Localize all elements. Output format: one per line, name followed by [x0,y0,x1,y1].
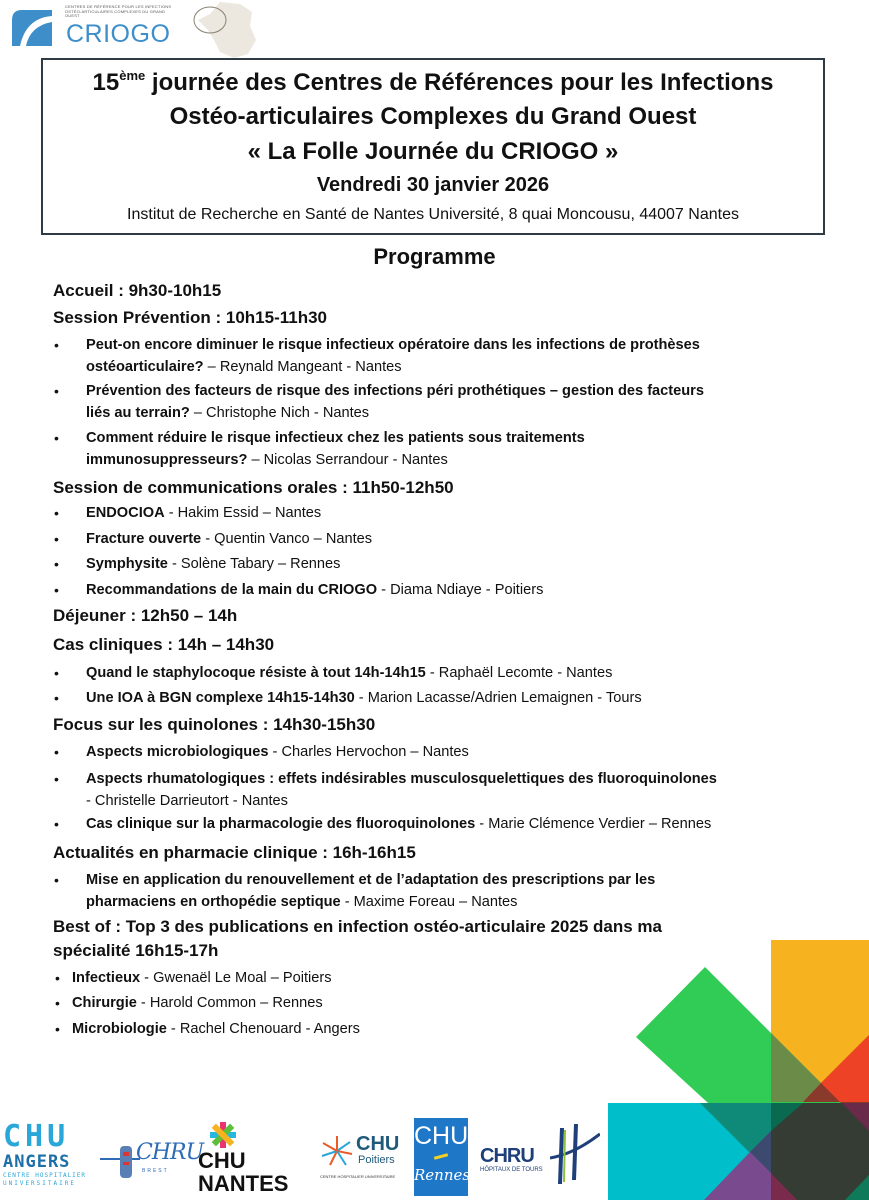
program-item: Quand le staphylocoque résiste à tout 14h-14h15 - Raphaël Lecomte - Nantes [86,665,613,681]
bullet-icon: • [54,383,59,399]
bullet-icon: • [55,995,60,1011]
lighthouse-icon [100,1138,140,1184]
bullet-icon: • [54,556,59,572]
event-title-line3: « La Folle Journée du CRIOGO » [247,138,619,165]
section-title-pharmacie: Actualités en pharmacie clinique : 16h-16h15 [53,843,416,862]
section-title-prevention: Session Prévention : 10h15-11h30 [53,308,328,327]
program-item: Aspects rhumatologiques : effets indésirables musculosquelettiques des fluoroquinolones - Christelle Darrieutort - Nantes [86,771,717,809]
criogo-wordmark: CRIOGO [66,20,171,48]
tours-h-icon [550,1124,600,1184]
event-date: Vendredi 30 janvier 2026 [316,174,550,196]
section-title-communications: Session de communications orales : 11h50-12h50 [53,478,454,497]
bullet-icon: • [54,816,59,832]
event-address: Institut de Recherche en Santé de Nantes Université, 8 quai Moncousu, 44007 Nantes [127,206,739,223]
bullet-icon: • [54,582,59,598]
event-title-line1: 15ème journée des Centres de Références pour les Infections [92,68,774,96]
section-title-accueil: Accueil : 9h30-10h15 [53,281,222,300]
criogo-logo [10,2,170,48]
bullet-icon: • [54,872,59,888]
bullet-icon: • [54,430,59,446]
section-title-quinolones: Focus sur les quinolones : 14h30-15h30 [53,715,376,734]
section-title-dejeuner: Déjeuner : 12h50 – 14h [53,606,238,625]
event-header [41,58,825,235]
section-title-best-of-line2: spécialité 16h15-17h [53,941,219,960]
logo-chu-nantes: CHU NANTES [198,1122,308,1200]
criogo-arc-icon [12,10,52,46]
program-item: Cas clinique sur la pharmacologie des fluoroquinolones - Marie Clémence Verdier – Rennes [86,816,712,832]
bullet-icon: • [55,1021,60,1037]
program-title: Programme [373,244,496,269]
logo-chu-rennes: CHU Rennes [414,1118,468,1196]
logo-chu-angers: CHU ANGERS CENTRE HOSPITALIER UNIVERSITAIRE [3,1119,87,1187]
poitiers-burst-icon [320,1134,354,1168]
program-item: Microbiologie - Rachel Chenouard - Angers [72,1021,360,1037]
program-item: ENDOCIOA - Hakim Essid – Nantes [86,505,322,521]
bullet-icon: • [55,970,60,986]
program-item: Symphysite - Solène Tabary – Rennes [86,556,341,572]
bullet-icon: • [54,744,59,760]
bullet-icon: • [54,771,59,787]
section-title-cas-cliniques: Cas cliniques : 14h – 14h30 [53,635,275,654]
program-item: Chirurgie - Harold Common – Rennes [72,995,323,1011]
bullet-icon: • [54,337,59,353]
logo-chru-tours: CHRU HÔPITAUX DE TOURS [478,1124,608,1194]
logo-chu-poitiers: CHU Poitiers CENTRE HOSPITALIER UNIVERSITAIRE [320,1133,400,1179]
partner-logos [0,1110,620,1200]
criogo-subtitle: CENTRES DE RÉFÉRENCE POUR LES INFECTIONS OSTÉO-ARTICULAIRES COMPLEXES DU GRAND OUEST [65,4,172,18]
program-item: Fracture ouverte - Quentin Vanco – Nantes [86,531,373,547]
section-title-best-of: Best of : Top 3 des publications en infection ostéo-articulaire 2025 dans ma [53,917,662,936]
bullet-icon: • [54,665,59,681]
rennes-dash-icon [434,1153,448,1160]
nantes-flower-icon [210,1122,236,1148]
bullet-icon: • [54,505,59,521]
program-item: Infectieux - Gwenaël Le Moal – Poitiers [72,970,332,986]
bullet-icon: • [54,690,59,706]
france-map-icon [190,0,260,58]
program-item: Prévention des facteurs de risque des infections péri prothétiques – gestion des facteurs liés au terrain? – Christophe Nich - Nantes [86,383,704,421]
bullet-icon: • [54,531,59,547]
program-item: Mise en application du renouvellement et de l’adaptation des prescriptions par les pharmaciens en orthopédie septique - Maxime Foreau – Nantes [86,872,656,910]
program-item: Une IOA à BGN complexe 14h15-14h30 - Marion Lacasse/Adrien Lemaignen - Tours [86,690,642,706]
program-item: Comment réduire le risque infectieux chez les patients sous traitements immunosuppresseurs? – Nicolas Serrandour - Nantes [86,430,585,468]
event-title-line2: Ostéo-articulaires Complexes du Grand Ouest [169,103,697,130]
program-item: Peut-on encore diminuer le risque infectieux opératoire dans les infections de prothèses ostéoarticulaire? – Reynald Mangeant - Nantes [86,337,700,375]
decorative-geometric-art [600,930,869,1200]
program-item: Recommandations de la main du CRIOGO - Diama Ndiaye - Poitiers [86,582,544,598]
program-item: Aspects microbiologiques - Charles Hervochon – Nantes [86,744,469,760]
logo-chru-brest: CHRU BREST [100,1138,180,1188]
